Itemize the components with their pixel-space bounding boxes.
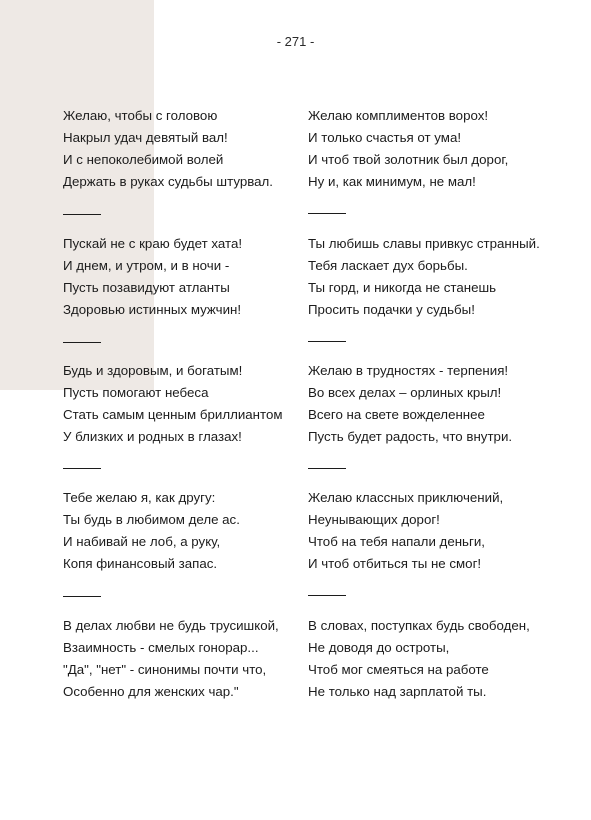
stanza-separator bbox=[63, 214, 101, 215]
stanza-separator bbox=[308, 468, 346, 469]
stanza bbox=[308, 360, 512, 448]
verse-line: И чтоб отбиться ты не смог! bbox=[308, 556, 482, 571]
stanza bbox=[63, 233, 242, 321]
verse-line: Пускай не с краю будет хата! bbox=[63, 236, 243, 251]
verse-line: Желаю, чтобы с головою bbox=[63, 108, 218, 123]
verse-line: Стать самым ценным бриллиантом bbox=[63, 407, 283, 422]
verse-line: Неунывающих дорог! bbox=[308, 512, 440, 527]
verse-line: Во всех делах – орлиных крыл! bbox=[308, 385, 502, 400]
stanza-separator bbox=[63, 468, 101, 469]
verse-line: Ну и, как минимум, не мал! bbox=[308, 174, 476, 189]
verse-line: В делах любви не будь трусишкой, bbox=[63, 618, 279, 633]
stanza bbox=[308, 233, 540, 321]
verse-line: Ты горд, и никогда не станешь bbox=[308, 280, 497, 295]
verse-line: Чтоб на тебя напали деньги, bbox=[308, 534, 485, 549]
verse-line: Тебя ласкает дух борьбы. bbox=[308, 258, 468, 273]
verse-line: Просить подачки у судьбы! bbox=[308, 302, 475, 317]
stanza bbox=[63, 360, 282, 448]
stanza bbox=[63, 487, 240, 575]
verse-line: В словах, поступках будь свободен, bbox=[308, 618, 530, 633]
verse-line: Здоровью истинных мужчин! bbox=[63, 302, 242, 317]
verse-line: Пусть будет радость, что внутри. bbox=[308, 429, 513, 444]
verse-line: Не только над зарплатой ты. bbox=[308, 684, 487, 699]
verse-line: И днем, и утром, и в ночи - bbox=[63, 258, 230, 273]
stanza bbox=[63, 615, 279, 703]
stanza-separator bbox=[308, 595, 346, 596]
background-block bbox=[0, 0, 154, 390]
verse-line: Ты будь в любимом деле ас. bbox=[63, 512, 240, 527]
stanza-separator bbox=[63, 342, 101, 343]
stanza-separator bbox=[308, 213, 346, 214]
verse-line: И только счастья от ума! bbox=[308, 130, 462, 145]
verse-line: "Да", "нет" - синонимы почти что, bbox=[63, 662, 267, 677]
stanza bbox=[308, 105, 508, 193]
stanza bbox=[308, 487, 503, 575]
verse-line: Всего на свете вожделеннее bbox=[308, 407, 485, 422]
verse-line: Накрыл удач девятый вал! bbox=[63, 130, 228, 145]
verse-line: Желаю в трудностях - терпения! bbox=[308, 363, 509, 378]
verse-line: Пусть помогают небеса bbox=[63, 385, 209, 400]
verse-line: Особенно для женских чар." bbox=[63, 684, 239, 699]
verse-line: И набивай не лоб, а руку, bbox=[63, 534, 221, 549]
stanza-separator bbox=[308, 341, 346, 342]
verse-line: Держать в руках судьбы штурвал. bbox=[63, 174, 273, 189]
verse-line: Чтоб мог смеяться на работе bbox=[308, 662, 489, 677]
stanza bbox=[308, 615, 530, 703]
verse-line: Будь и здоровым, и богатым! bbox=[63, 363, 243, 378]
verse-line: Взаимность - смелых гонорар... bbox=[63, 640, 259, 655]
verse-line: Копя финансовый запас. bbox=[63, 556, 218, 571]
verse-line: Ты любишь славы привкус странный. bbox=[308, 236, 540, 251]
verse-line: У близких и родных в глазах! bbox=[63, 429, 242, 444]
verse-line: Желаю классных приключений, bbox=[308, 490, 504, 505]
verse-line: Тебе желаю я, как другу: bbox=[63, 490, 216, 505]
stanza-separator bbox=[63, 596, 101, 597]
page-number: - 271 - bbox=[276, 34, 315, 49]
stanza bbox=[63, 105, 273, 193]
verse-line: Пусть позавидуют атланты bbox=[63, 280, 230, 295]
verse-line: Желаю комплиментов ворох! bbox=[308, 108, 489, 123]
verse-line: И с непоколебимой волей bbox=[63, 152, 224, 167]
verse-line: Не доводя до остроты, bbox=[308, 640, 450, 655]
verse-line: И чтоб твой золотник был дорог, bbox=[308, 152, 509, 167]
